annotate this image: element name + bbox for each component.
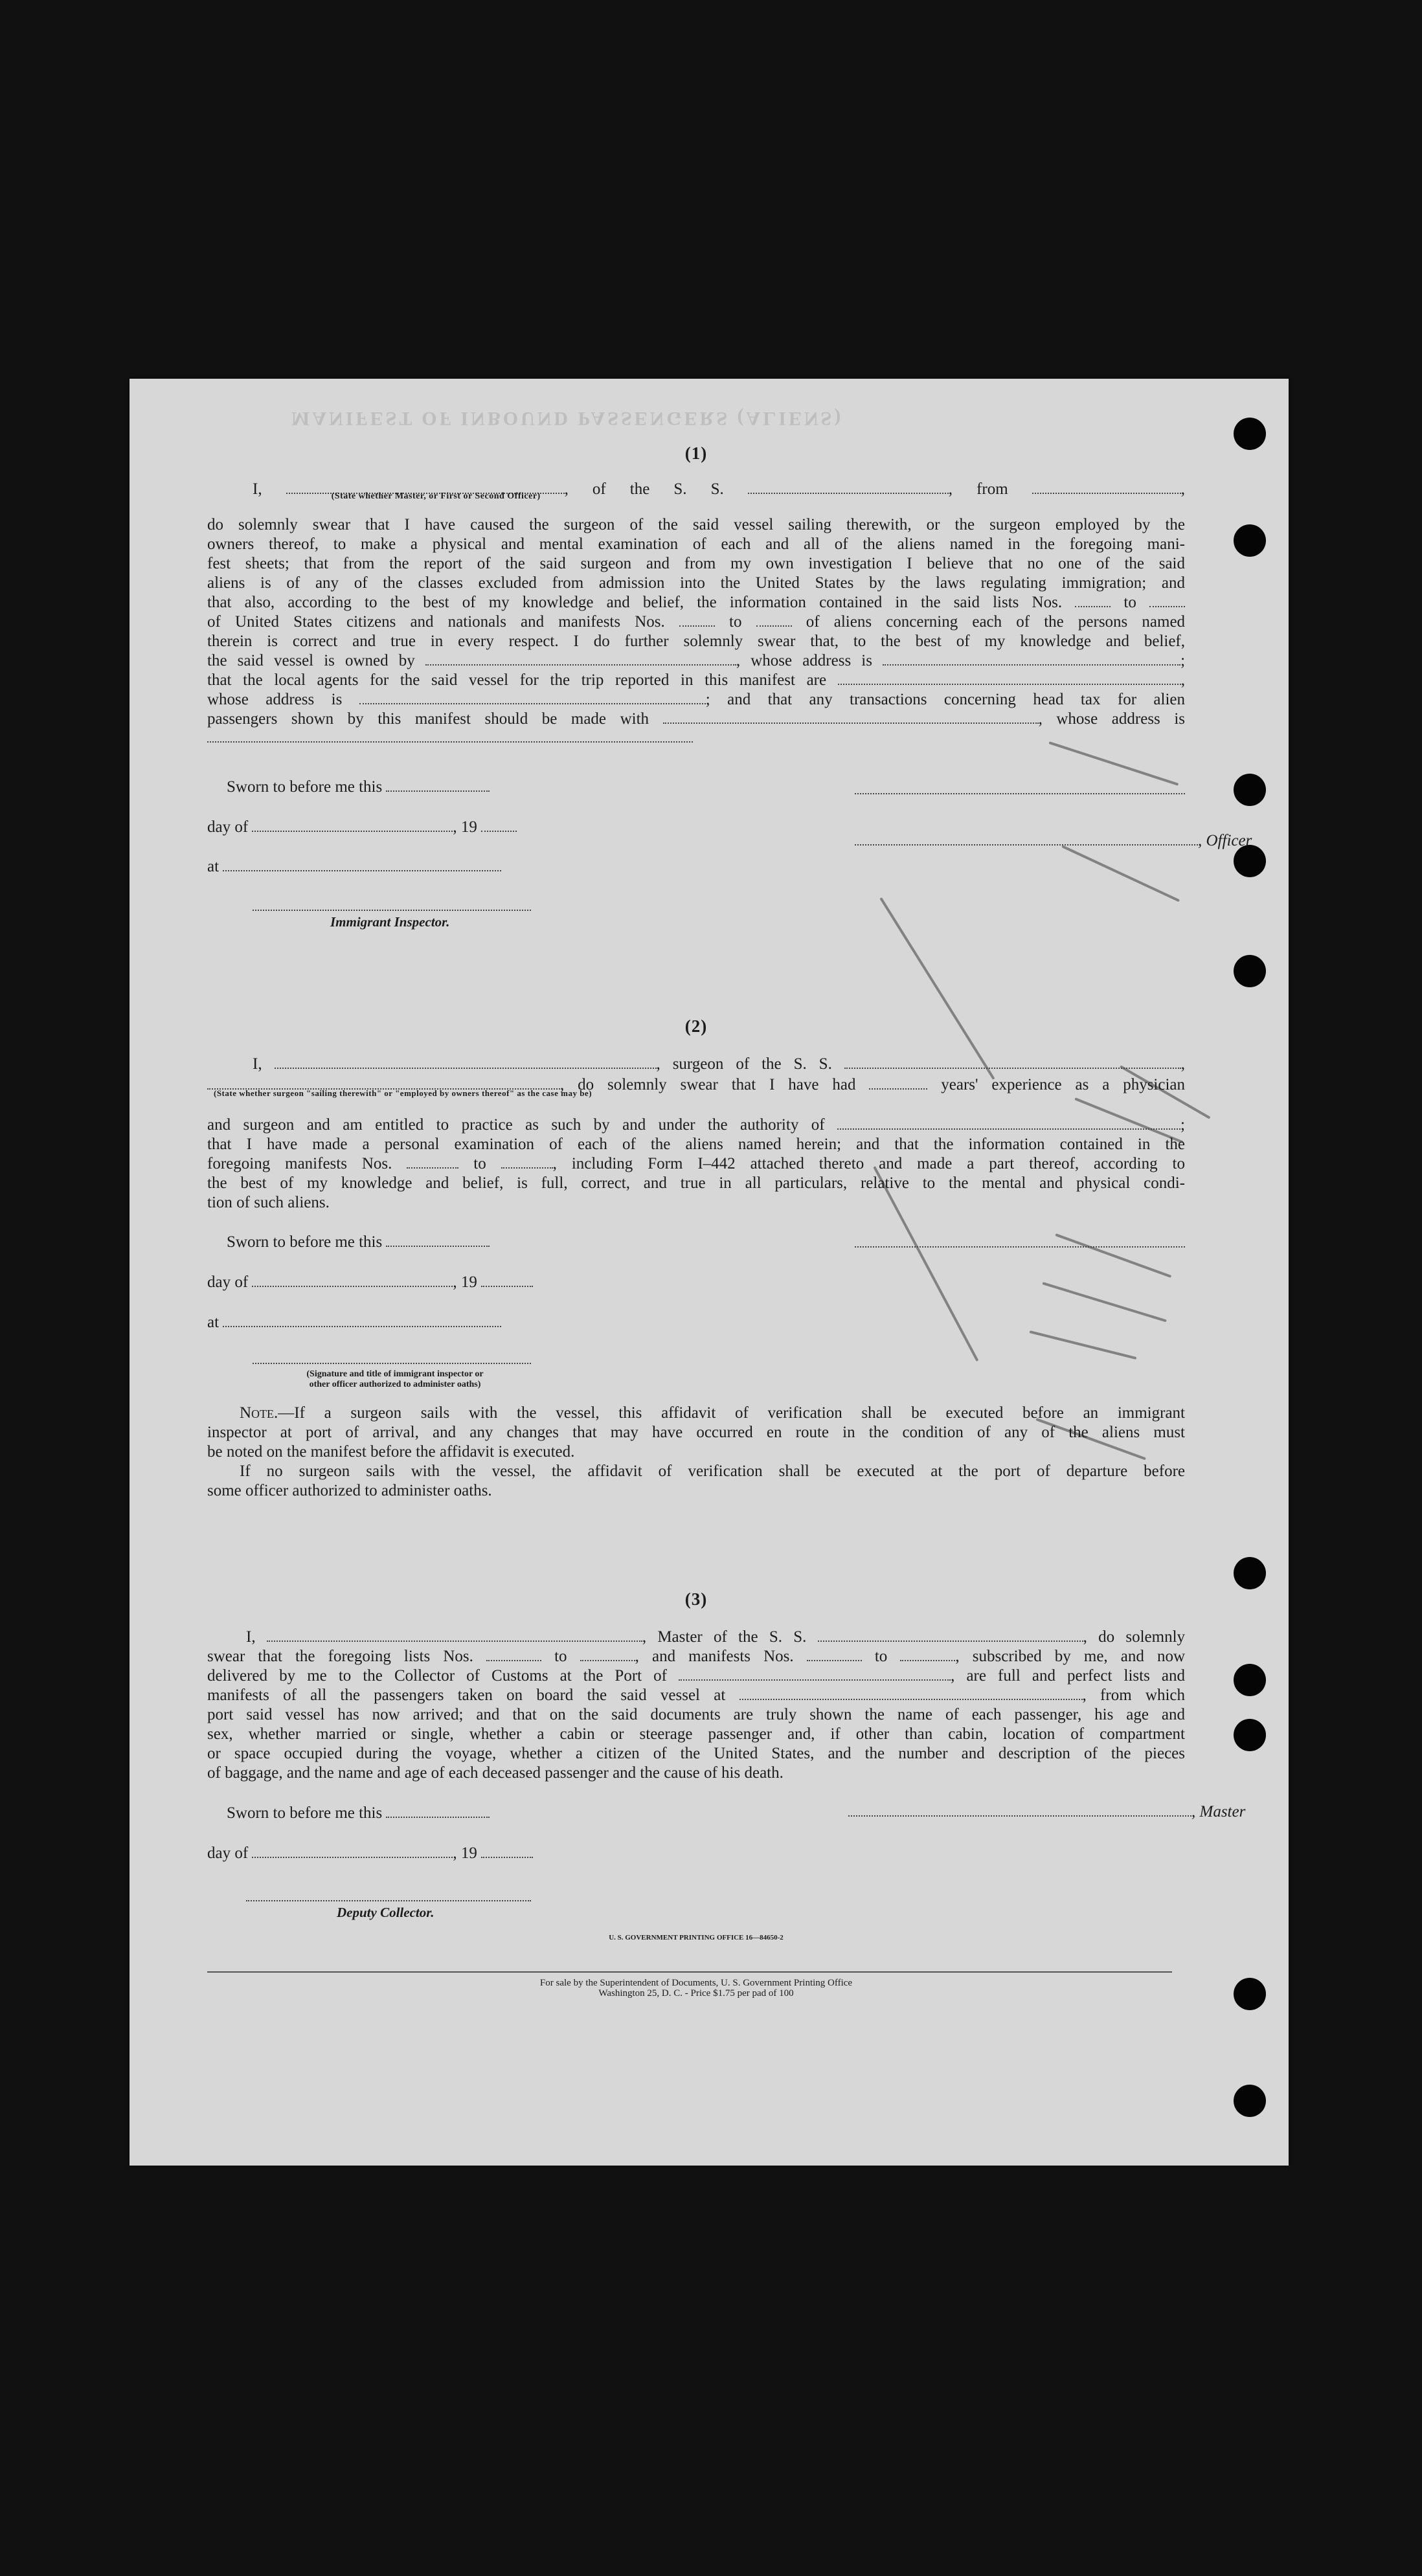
surgeon-status-note: (State whether surgeon "sailing therewith" or "employed by owners thereof" as the case may be) — [214, 1088, 592, 1098]
authority-blank — [837, 1117, 1180, 1130]
section-1-heading: (1) — [684, 443, 708, 463]
surgeon-name-blank — [275, 1056, 657, 1069]
section-3-line: manifests of all the passengers taken on board the said vessel at , from which — [207, 1686, 1185, 1704]
master-name-blank — [267, 1629, 642, 1642]
section-2-heading: (2) — [684, 1016, 708, 1036]
deputy-collector-caption: Deputy Collector. — [337, 1905, 435, 1920]
section-2-swear-line: (State whether surgeon "sailing therewith" or "employed by owners thereof" as the case may be) , do solemnly swear that I have had years' experience as a physician — [207, 1075, 1185, 1095]
vessel-name-blank — [844, 1056, 1181, 1069]
section-3-body-line: or space occupied during the voyage, whether a citizen of the United States, and the number and description of the pieces — [207, 1745, 1185, 1762]
section-1-body-line: therein is correct and true in every respect. I do further solemnly swear that, to the best of my knowledge and belief, — [207, 633, 1185, 650]
note-line: inspector at port of arrival, and any changes that may have occurred en route in the condition of any of the aliens must — [207, 1424, 1185, 1441]
note-line: If no surgeon sails with the vessel, the affidavit of verification shall be executed at the port of departure before — [240, 1462, 1185, 1480]
section-1-body-line: passengers shown by this manifest should be made with , whose address is — [207, 710, 1185, 728]
punch-hole — [1234, 1664, 1266, 1696]
pencil-mark — [879, 897, 995, 1080]
owner-blank — [425, 653, 736, 666]
punch-hole — [1234, 1719, 1266, 1751]
gpo-imprint: U. S. GOVERNMENT PRINTING OFFICE 16—84650-2 — [609, 1934, 784, 1942]
section-1-body-line: of United States citizens and nationals and manifests Nos. to of aliens concerning each of the persons named — [207, 613, 1186, 631]
sale-notice: For sale by the Superintendent of Documents, U. S. Government Printing Office Washington 25, D. C. - Price $1.75 per pad of 100 — [539, 1978, 853, 1999]
section-1-opening-line: I, (State whether Master, or First or Second Officer) , of the S. S. , from , — [207, 479, 1185, 499]
punch-hole — [1234, 2085, 1266, 2117]
signature-caption: (Signature and title of immigrant inspector or other officer authorized to administer oaths) — [306, 1369, 484, 1389]
port-blank — [679, 1668, 951, 1681]
note-line: Note.—If a surgeon sails with the vessel, this affidavit of verification shall be executed before an immigrant — [240, 1404, 1185, 1422]
officer-rank-blank — [286, 481, 565, 501]
section-3-body-line: sex, whether married or single, whether a cabin or steerage passenger and, if other than cabin, location of compartment — [207, 1725, 1185, 1743]
day-of-line: day of , 19 — [207, 1272, 533, 1292]
section-3-body-line: port said vessel has now arrived; and that on the said documents are truly shown the name of each passenger, his age and — [207, 1706, 1185, 1723]
sworn-line: Sworn to before me this — [227, 1232, 490, 1252]
vessel-name-blank — [818, 1629, 1083, 1642]
vessel-name-blank — [748, 481, 949, 494]
at-line: at — [207, 1312, 501, 1332]
section-2-body-line: foregoing manifests Nos. to , including Form I–442 attached thereto and made a part thereof, according to — [207, 1155, 1185, 1172]
footer-rule — [207, 1971, 1172, 1973]
section-2-body-line: the best of my knowledge and belief, is full, correct, and true in all particulars, relative to the mental and physical condi- — [207, 1174, 1185, 1192]
section-2-body-line: and surgeon and am entitled to practice as such by and under the authority of ; — [207, 1116, 1185, 1134]
surgeon-status-blank — [207, 1077, 592, 1098]
section-3-line: delivered by me to the Collector of Customs at the Port of , are full and perfect lists and — [207, 1667, 1186, 1685]
bleed-through-text: MANIFEST OF INBOUND PASSENGERS (ALIENS) — [291, 408, 844, 429]
note-line: some officer authorized to administer oaths. — [207, 1482, 492, 1499]
signature-rule — [855, 793, 1185, 794]
officer-rank-note: (State whether Master, or First or Second Officer) — [331, 491, 541, 501]
pencil-mark — [1030, 1330, 1137, 1360]
section-2-body-line: that I have made a personal examination of each of the aliens named herein; and that the information contained in the — [207, 1136, 1185, 1153]
section-1-body-line: the said vessel is owned by , whose address is ; — [207, 652, 1186, 669]
punch-hole — [1234, 524, 1266, 557]
day-of-line: day of , 19 — [207, 817, 517, 837]
owner-address-blank — [883, 653, 1180, 666]
head-tax-party-blank — [663, 711, 1039, 724]
years-blank — [869, 1077, 927, 1090]
section-1-body-line: do solemnly swear that I have caused the surgeon of the said vessel sailing therewith, or the surgeon employed by the — [207, 516, 1185, 533]
master-signature-line: , Master — [848, 1803, 1245, 1821]
at-line: at — [207, 857, 501, 877]
pencil-mark — [1061, 845, 1180, 902]
section-1-body-line: whose address is ; and that any transactions concerning head tax for alien — [207, 691, 1186, 708]
day-of-line: day of , 19 — [207, 1843, 533, 1863]
continuation-rule — [207, 741, 693, 743]
signature-rule — [855, 1246, 1185, 1248]
punch-hole — [1234, 1557, 1266, 1589]
agents-address-blank — [359, 691, 706, 704]
section-3-body-line: of baggage, and the name and age of each deceased passenger and the cause of his death. — [207, 1764, 784, 1782]
form-page — [130, 379, 1289, 2166]
embarkation-blank — [739, 1687, 1083, 1700]
punch-hole — [1234, 1978, 1266, 2010]
section-1-body-line: that the local agents for the said vessel for the trip reported in this manifest are , — [207, 671, 1186, 689]
departure-port-blank — [1032, 481, 1181, 494]
sworn-line: Sworn to before me this — [227, 1803, 490, 1823]
pencil-mark — [1042, 1282, 1166, 1322]
section-3-heading: (3) — [684, 1589, 708, 1609]
sworn-line: Sworn to before me this — [227, 777, 490, 797]
pencil-mark — [1055, 1233, 1171, 1278]
section-2-opening-line: I, , surgeon of the S. S. , — [253, 1055, 1186, 1073]
section-3-opening-line: I, , Master of the S. S. , do solemnly — [246, 1628, 1186, 1646]
section-1-body-line: that also, according to the best of my knowledge and belief, the information contained in the said lists Nos. to — [207, 592, 1185, 612]
note-line: be noted on the manifest before the affidavit is executed. — [207, 1443, 575, 1461]
immigrant-inspector-caption: Immigrant Inspector. — [330, 914, 450, 930]
pencil-mark — [1048, 741, 1179, 786]
section-1-body-line: owners thereof, to make a physical and mental examination of each and all of the aliens named in the foregoing mani- — [207, 535, 1185, 553]
punch-hole — [1234, 955, 1266, 987]
section-2-body-line: tion of such aliens. — [207, 1194, 330, 1211]
section-1-body-line: aliens is of any of the classes excluded from admission into the United States by the laws regulating immigration; and — [207, 574, 1185, 592]
section-1-body-line: fest sheets; that from the report of the said surgeon and from my own investigation I believe that no one of the said — [207, 555, 1185, 572]
punch-hole — [1234, 418, 1266, 450]
officer-signature-line: , Officer — [855, 832, 1252, 850]
section-3-line: swear that the foregoing lists Nos. to , and manifests Nos. to , subscribed by me, and now — [207, 1648, 1186, 1665]
punch-hole — [1234, 774, 1266, 806]
agents-blank — [838, 672, 1181, 685]
